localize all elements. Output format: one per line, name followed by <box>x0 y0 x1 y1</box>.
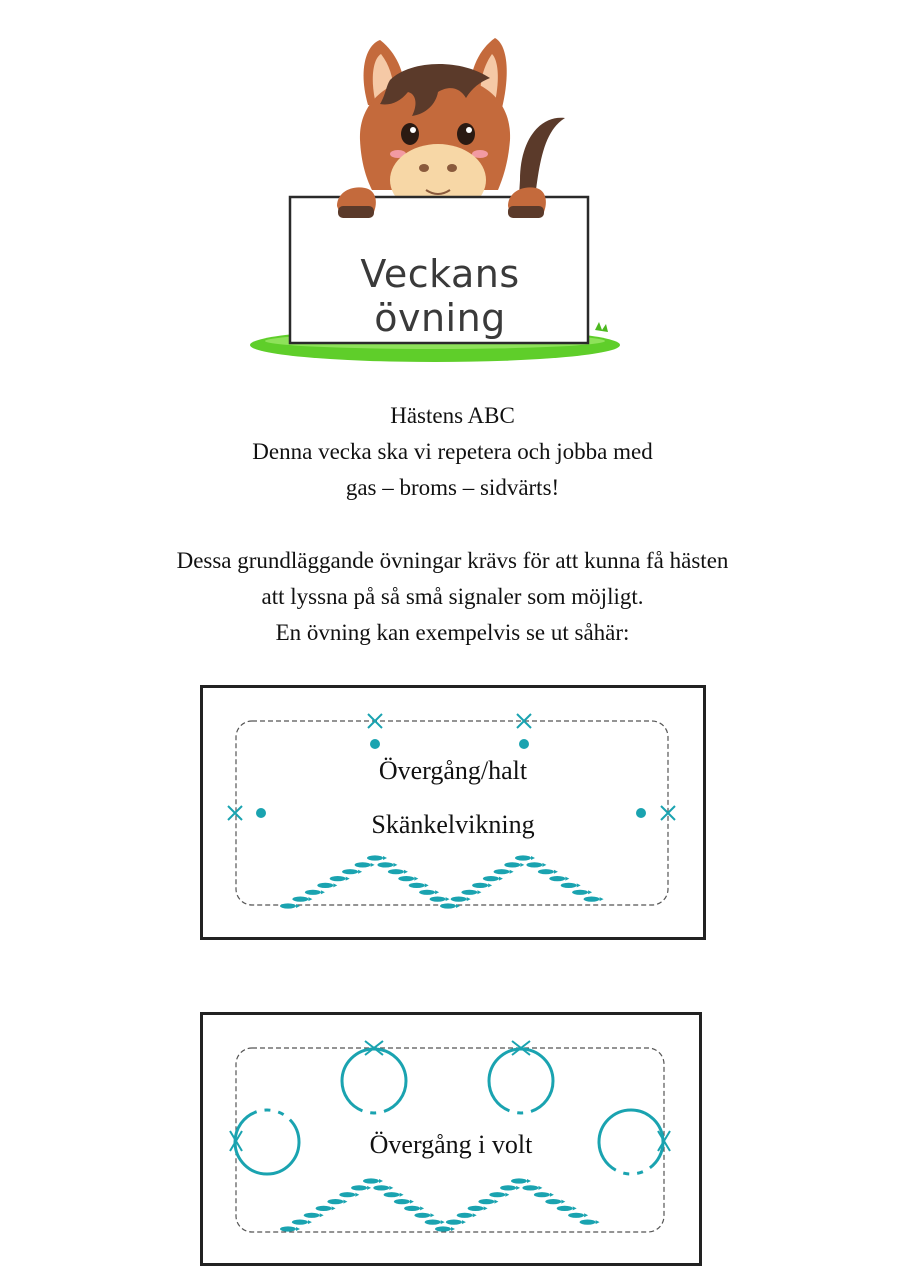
hoof-print <box>304 1213 320 1218</box>
hoof-print-tip <box>346 877 350 881</box>
hoof-print-tip <box>577 883 581 887</box>
hoof-print-tip <box>435 890 439 894</box>
hoof-print <box>472 883 488 888</box>
hoof-print <box>440 903 456 908</box>
hoof-print-tip <box>296 1227 300 1231</box>
hoof-print <box>316 1206 332 1211</box>
description-text <box>0 543 905 651</box>
intro-line: gas – broms – sidvärts! <box>345 475 560 500</box>
hoof-print-tip <box>565 877 569 881</box>
hoof-print-tip <box>321 890 325 894</box>
hoof-print <box>545 1199 561 1204</box>
hoof-print <box>522 1185 538 1190</box>
hoof-print <box>409 883 425 888</box>
hoof-print <box>511 1178 527 1183</box>
page-title: Veckans övning <box>360 252 520 340</box>
hoof-print <box>494 869 510 874</box>
hoof-print <box>478 1199 494 1204</box>
leg-yield-track <box>280 855 604 908</box>
hoof-print-tip <box>527 1179 531 1183</box>
hoof-print-tip <box>425 883 429 887</box>
diagram-label: Skänkelvikning <box>371 810 535 839</box>
hoof-print-tip <box>520 863 524 867</box>
intro-line: Denna vecka ska vi repetera och jobba med <box>252 439 653 464</box>
hoof-print <box>446 1220 462 1225</box>
hoof-print <box>305 890 321 895</box>
hoof-print <box>451 897 467 902</box>
hoof-print-tip <box>477 890 481 894</box>
hoof-print-tip <box>542 863 546 867</box>
hoof-print <box>572 890 588 895</box>
hoof-print-tip <box>600 897 604 901</box>
hoof-print <box>557 1206 573 1211</box>
exercise-diagram-2 <box>200 1012 702 1266</box>
hoof-print-tip <box>389 1186 393 1190</box>
hoof-print <box>292 1220 308 1225</box>
hoof-print-tip <box>462 1220 466 1224</box>
hoof-print <box>414 1213 430 1218</box>
description-line: Dessa grundläggande övningar krävs för att kunna få hästen <box>176 548 729 573</box>
hoof-print-tip <box>554 870 558 874</box>
hoof-print <box>538 869 554 874</box>
hoof-print-tip <box>550 1193 554 1197</box>
diagram-label: Övergång/halt <box>378 756 528 785</box>
hoof-print <box>483 876 499 881</box>
hoof-print <box>384 1192 400 1197</box>
hoof-print-tip <box>467 897 471 901</box>
hoof-print <box>515 855 531 860</box>
hoof-print-tip <box>371 863 375 867</box>
hoof-print <box>388 869 404 874</box>
hoof-print-tip <box>441 1220 445 1224</box>
hoof-print <box>435 1226 451 1231</box>
hoof-print <box>404 1206 420 1211</box>
hoof-print-tip <box>510 870 514 874</box>
hoof-print <box>419 890 435 895</box>
hoof-print-tip <box>414 877 418 881</box>
hoof-print-tip <box>473 1213 477 1217</box>
hoof-print <box>489 1192 505 1197</box>
hoof-print <box>351 1185 367 1190</box>
hoof-print-tip <box>484 1206 488 1210</box>
hoof-print-tip <box>420 1206 424 1210</box>
hoof-print <box>461 890 477 895</box>
hoof-print-tip <box>355 1193 359 1197</box>
hoof-print <box>549 876 565 881</box>
hoof-print-tip <box>383 856 387 860</box>
hoof-print-tip <box>367 1186 371 1190</box>
hoof-print-tip <box>584 1213 588 1217</box>
diagram-label: Övergång i volt <box>369 1130 533 1159</box>
hoof-print-tip <box>379 1179 383 1183</box>
exercise-diagram-1 <box>200 685 706 940</box>
hoof-print <box>342 869 358 874</box>
hoof-print-tip <box>499 877 503 881</box>
hoof-print <box>526 862 542 867</box>
hoof-print <box>504 862 520 867</box>
description-line: En övning kan exempelvis se ut såhär: <box>275 620 630 645</box>
hoof-print <box>280 903 296 908</box>
hoof-print-tip <box>494 1200 498 1204</box>
hoof-print-tip <box>588 890 592 894</box>
hoof-print <box>580 1220 596 1225</box>
hoof-print-tip <box>531 856 535 860</box>
hoof-print <box>363 1178 379 1183</box>
hoof-print <box>373 1185 389 1190</box>
hoof-print <box>327 1199 343 1204</box>
hoof-print <box>468 1206 484 1211</box>
hoof-print-tip <box>308 1220 312 1224</box>
hoof-print-tip <box>488 883 492 887</box>
hoof-print-tip <box>596 1220 600 1224</box>
hoof-print <box>568 1213 584 1218</box>
hoof-print-tip <box>410 1200 414 1204</box>
hoof-print <box>430 897 446 902</box>
hoof-print <box>457 1213 473 1218</box>
hoof-print <box>584 897 600 902</box>
hoof-print-tip <box>404 870 408 874</box>
hoof-print-tip <box>446 897 450 901</box>
leg-yield-track <box>280 1178 600 1231</box>
intro-text <box>0 398 905 506</box>
hoof-print-tip <box>393 863 397 867</box>
hoof-print-tip <box>358 870 362 874</box>
intro-line: Hästens ABC <box>390 403 515 428</box>
hoof-print-tip <box>573 1206 577 1210</box>
hoof-print <box>500 1185 516 1190</box>
hoof-print <box>339 1192 355 1197</box>
hoof-print-tip <box>505 1193 509 1197</box>
hoof-print <box>425 1220 441 1225</box>
hoof-print-tip <box>538 1186 542 1190</box>
hoof-print <box>280 1226 296 1231</box>
hoof-print-tip <box>451 1227 455 1231</box>
hoof-print <box>367 855 383 860</box>
hoof-print <box>534 1192 550 1197</box>
hoof-print <box>561 883 577 888</box>
hoof-print <box>330 876 346 881</box>
hoof-print <box>292 897 308 902</box>
hoof-print <box>394 1199 410 1204</box>
hoof-print-tip <box>516 1186 520 1190</box>
hoof-print-tip <box>343 1200 347 1204</box>
hoof-print-tip <box>400 1193 404 1197</box>
hoof-print <box>377 862 393 867</box>
hoof-print-tip <box>430 1213 434 1217</box>
hoof-print <box>355 862 371 867</box>
hoof-print-tip <box>308 897 312 901</box>
hoof-print-tip <box>320 1213 324 1217</box>
hoof-print <box>317 883 333 888</box>
hoof-print-tip <box>561 1200 565 1204</box>
hoof-print-tip <box>333 883 337 887</box>
hoof-print-tip <box>332 1206 336 1210</box>
hoof-print <box>398 876 414 881</box>
description-line: att lyssna på så små signaler som möjligt. <box>261 584 644 609</box>
